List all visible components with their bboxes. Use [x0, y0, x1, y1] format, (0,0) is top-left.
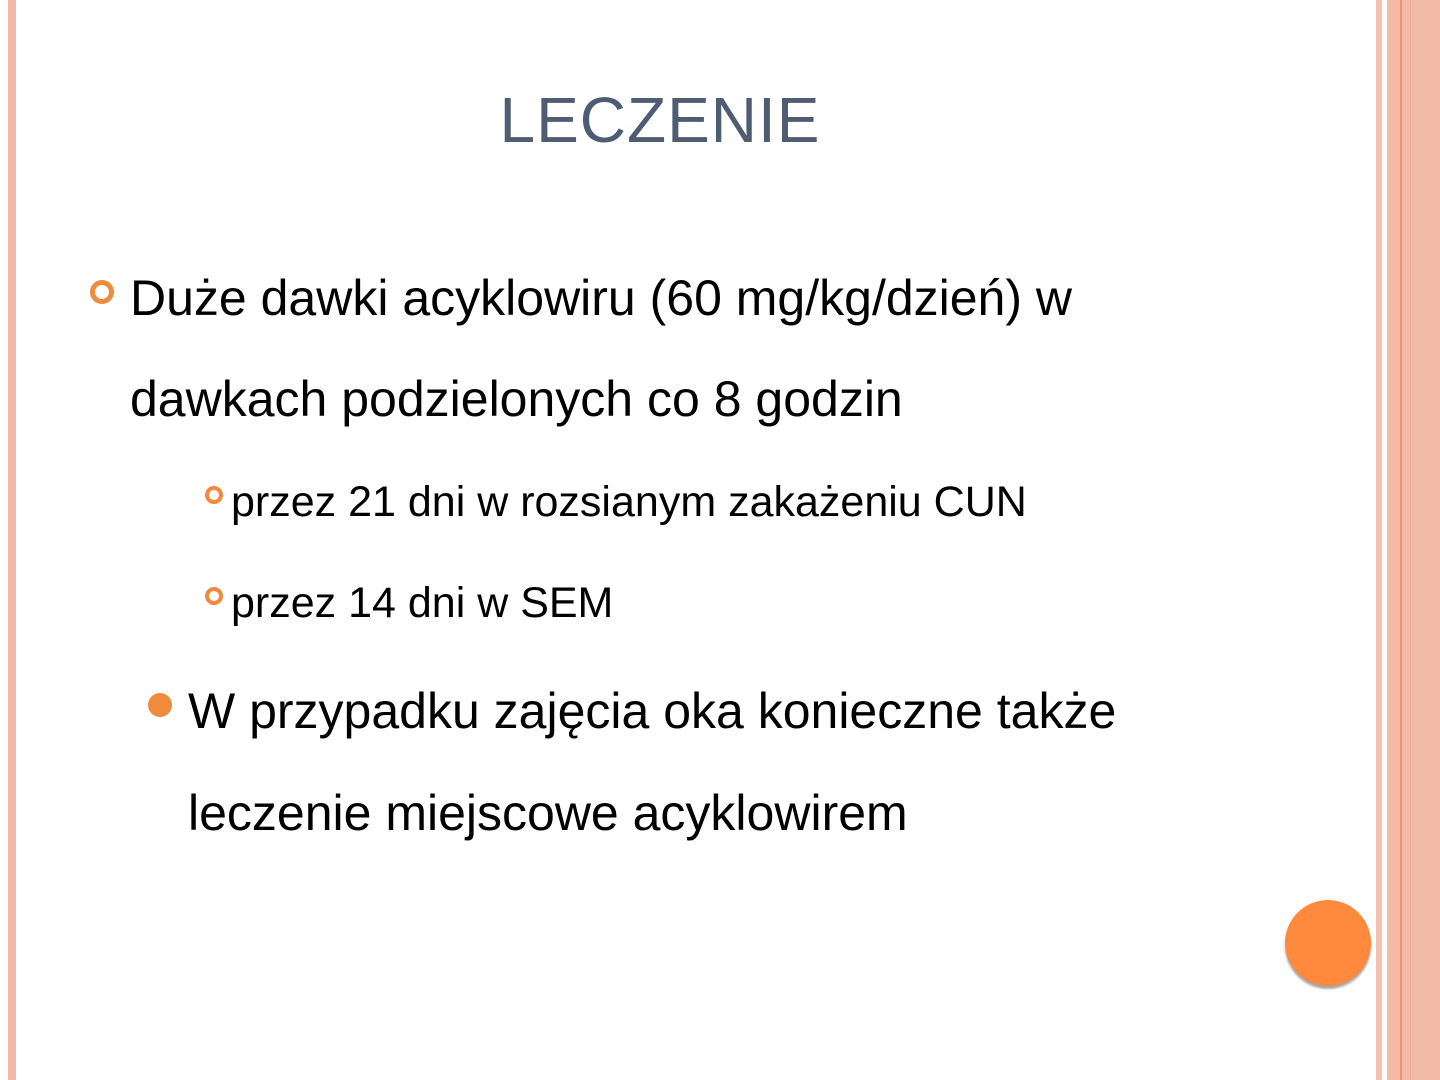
- sub-bullet-ring-icon: [205, 486, 223, 504]
- right-decorative-line: [1400, 0, 1402, 1080]
- accent-circle: [1285, 900, 1371, 986]
- right-decorative-line-thin: [1410, 0, 1411, 1080]
- bullet-dot-icon: [148, 693, 172, 717]
- sub-bullet-1: przez 21 dni w rozsianym zakażeniu CUN: [231, 478, 1027, 526]
- right-decorative-panel: [1387, 0, 1440, 1080]
- bullet-2-line-2: leczenie miejscowe acyklowirem: [188, 785, 908, 841]
- bullet-1-line-1: Duże dawki acyklowiru (60 mg/kg/dzień) w: [130, 270, 1073, 326]
- bullet-2-line-1: W przypadku zajęcia oka konieczne także: [188, 683, 1117, 739]
- slide-title: LECZENIE: [499, 84, 821, 156]
- left-decorative-stripe: [8, 0, 16, 1080]
- bullet-1-line-2: dawkach podzielonych co 8 godzin: [130, 371, 903, 427]
- sub-bullet-2: przez 14 dni w SEM: [231, 579, 614, 627]
- bullet-ring-icon: [90, 280, 114, 304]
- sub-bullet-ring-icon: [205, 587, 223, 605]
